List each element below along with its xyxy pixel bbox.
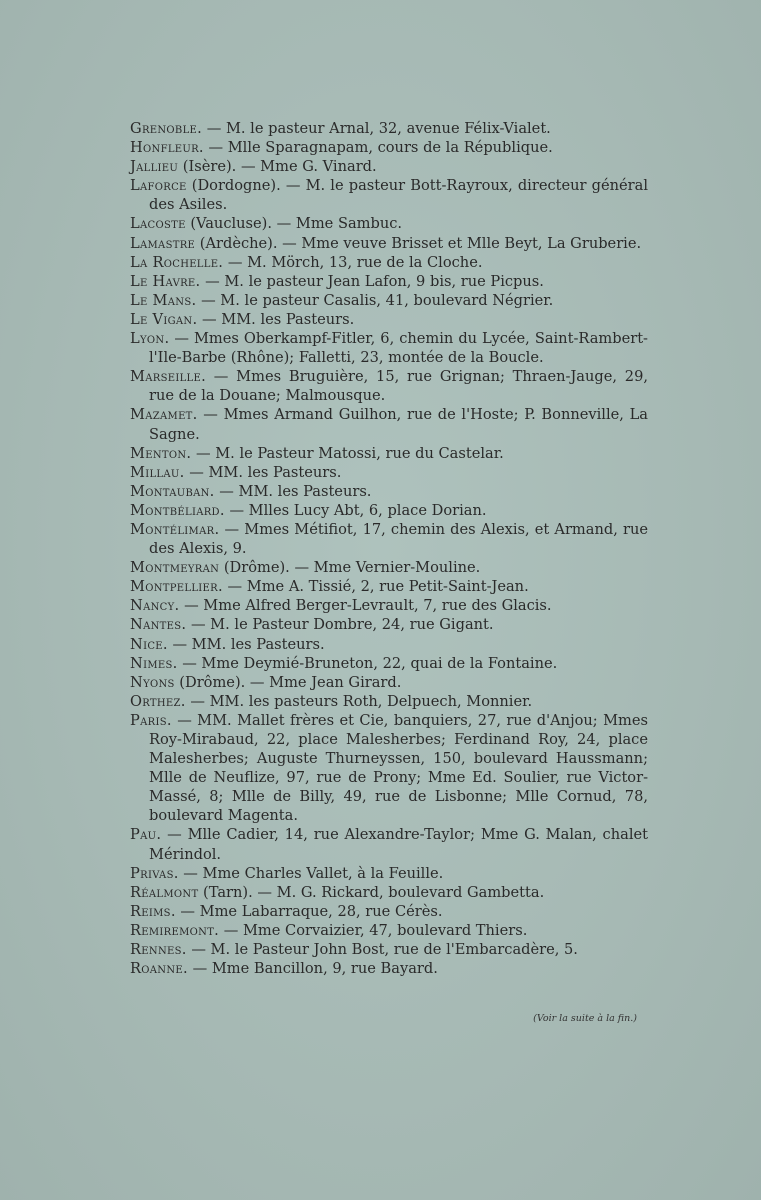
city-name: Lacoste [130, 215, 186, 233]
city-name: Grenoble. [130, 120, 203, 137]
city-name: Laforce [130, 177, 187, 195]
entry-text: (Drôme). — Mme Jean Girard. [174, 673, 402, 691]
entry-text: — MM. Mallet frères et Cie, banquiers, 27, rue d'Anjou; Mmes Roy-Mirabaud, 22, place Malesherbes; Ferdinand Roy, 24, place Malesherbes; Auguste Thurneyssen, 150, boulevard Haussmann; Mlle de Neuflize, 97, rue de Prony; Mme Ed. Soulier, rue Victor-Massé, 8; Mlle de Billy, 49, rue de Lisbonne; Mlle Cornud, 78, boulevard Magenta. [149, 711, 648, 825]
directory-entry [130, 864, 648, 883]
entry-text: — Mme Alfred Berger-Levrault, 7, rue des Glacis. [179, 597, 552, 615]
directory-entry [130, 482, 648, 501]
directory-entry [130, 692, 648, 711]
entry-text: — Mme A. Tissié, 2, rue Petit-Saint-Jean. [222, 578, 529, 596]
directory-entry [130, 577, 648, 596]
continuation-note: (Voir la suite à la fin.) [533, 1013, 637, 1024]
city-name: Nice. [130, 635, 168, 653]
directory-entry [130, 444, 648, 463]
directory-entry [130, 635, 648, 654]
entry-text: — M. le pasteur Casalis, 41, boulevard Négrier. [196, 291, 554, 309]
city-name: Jallieu [130, 158, 179, 176]
directory-entry [130, 291, 648, 310]
entry-text: — Mlle Sparagnapam, cours de la République. [203, 139, 553, 157]
directory-entry [130, 921, 648, 940]
city-name: Nancy. [130, 597, 180, 615]
directory-entry [130, 501, 648, 520]
entry-text: — M. Mörch, 13, rue de la Cloche. [223, 253, 483, 271]
city-name: Menton. [130, 444, 192, 462]
entry-text: — Mme Labarraque, 28, rue Cérès. [175, 902, 443, 920]
entry-text: — Mlle Cadier, 14, rue Alexandre-Taylor; Mme G. Malan, chalet Mérindol. [149, 826, 648, 863]
city-name: Nyons [130, 673, 175, 691]
city-name: Privas. [130, 864, 179, 882]
entry-text: — M. le Pasteur John Bost, rue de l'Embarcadère, 5. [186, 941, 578, 959]
entry-text: (Isère). — Mme G. Vinard. [178, 158, 377, 176]
entry-text: (Ardèche). — Mme veuve Brisset et Mlle Beyt, La Gruberie. [195, 234, 642, 252]
entry-text: — MM. les Pasteurs. [167, 635, 325, 653]
entry-text: (Drôme). — Mme Vernier-Mouline. [219, 559, 481, 577]
entry-text: — Mme Deymié-Bruneton, 22, quai de la Fontaine. [177, 654, 558, 672]
entry-text: — M. le Pasteur Dombre, 24, rue Gigant. [186, 616, 494, 634]
directory-entry [130, 272, 648, 291]
directory-entry [130, 234, 648, 253]
directory-entry [130, 214, 648, 233]
city-name: Nantes. [130, 616, 187, 634]
directory-entry [130, 673, 648, 692]
entry-text: — Mme Corvaizier, 47, boulevard Thiers. [219, 921, 528, 939]
entry-text: — MM. les Pasteurs. [214, 482, 372, 500]
directory-entry [130, 367, 648, 405]
entry-text: — Mmes Bruguière, 15, rue Grignan; Thraen-Jauge, 29, rue de la Douane; Malmousque. [149, 368, 648, 405]
city-name: Orthez. [130, 692, 186, 710]
entry-text: — Mmes Armand Guilhon, rue de l'Hoste; P. Bonneville, La Sagne. [149, 406, 648, 443]
city-name: Montélimar. [130, 520, 220, 538]
city-name: Montmeyran [130, 559, 220, 577]
entry-text: — MM. les Pasteurs. [197, 310, 355, 328]
directory-entry [130, 405, 648, 443]
city-name: Montpellier. [130, 578, 223, 596]
entry-text: — M. le pasteur Arnal, 32, avenue Félix-Vialet. [202, 120, 551, 137]
entry-text: (Vaucluse). — Mme Sambuc. [185, 215, 403, 233]
entry-text: — Mmes Oberkampf-Fitler, 6, chemin du Lycée, Saint-Rambert-l'Ile-Barbe (Rhône); Falletti, 23, montée de la Boucle. [149, 330, 648, 367]
city-name: Le Mans. [130, 291, 197, 309]
city-name: Rennes. [130, 941, 187, 959]
city-name: Le Vigan. [130, 310, 198, 328]
directory-entry [130, 883, 648, 902]
directory-entry [130, 310, 648, 329]
city-name: Roanne. [130, 960, 188, 978]
city-name: Honfleur. [130, 139, 204, 157]
directory-entry [130, 558, 648, 577]
directory-entry [130, 253, 648, 272]
directory-entry [130, 463, 648, 482]
directory-entry [130, 596, 648, 615]
city-name: Nimes. [130, 654, 178, 672]
directory-entry [130, 615, 648, 634]
directory-entry [130, 138, 648, 157]
entry-text: — MM. les pasteurs Roth, Delpuech, Monnier. [185, 692, 533, 710]
directory-entry [130, 825, 648, 863]
city-name: Lamastre [130, 234, 196, 252]
entry-text: — Mlles Lucy Abt, 6, place Dorian. [224, 501, 487, 519]
entry-text: — M. le pasteur Jean Lafon, 9 bis, rue Picpus. [200, 272, 544, 290]
directory-entry [130, 329, 648, 367]
city-name: Pau. [130, 826, 162, 844]
entry-text: — MM. les Pasteurs. [184, 463, 342, 481]
city-name: La Rochelle. [130, 253, 224, 271]
city-name: Le Havre. [130, 272, 201, 290]
city-name: Paris. [130, 711, 172, 729]
directory-entry [130, 711, 648, 826]
entry-text: (Dordogne). — M. le pasteur Bott-Rayroux, directeur général des Asiles. [149, 177, 648, 214]
directory-entry [130, 157, 648, 176]
city-name: Millau. [130, 463, 185, 481]
city-name: Remiremont. [130, 921, 220, 939]
directory-entry [130, 176, 648, 214]
directory-list [130, 119, 648, 978]
city-name: Marseille. [130, 368, 207, 386]
entry-text: — Mmes Métifiot, 17, chemin des Alexis, et Armand, rue des Alexis, 9. [149, 520, 648, 558]
directory-entry [130, 959, 648, 978]
city-name: Montbéliard. [130, 501, 225, 519]
city-name: Montauban. [130, 482, 215, 500]
entry-text: — Mme Bancillon, 9, rue Bayard. [187, 960, 438, 978]
directory-entry [130, 119, 648, 138]
directory-entry [130, 654, 648, 673]
city-name: Mazamet. [130, 406, 198, 424]
entry-text: (Tarn). — M. G. Rickard, boulevard Gambetta. [198, 883, 545, 901]
city-name: Reims. [130, 902, 176, 920]
directory-entry [130, 940, 648, 959]
city-name: Lyon. [130, 330, 170, 348]
entry-text: — M. le Pasteur Matossi, rue du Castelar. [191, 444, 504, 462]
city-name: Réalmont [130, 883, 199, 901]
entry-text: — Mme Charles Vallet, à la Feuille. [178, 864, 444, 882]
directory-entry [130, 520, 648, 558]
directory-entry [130, 902, 648, 921]
